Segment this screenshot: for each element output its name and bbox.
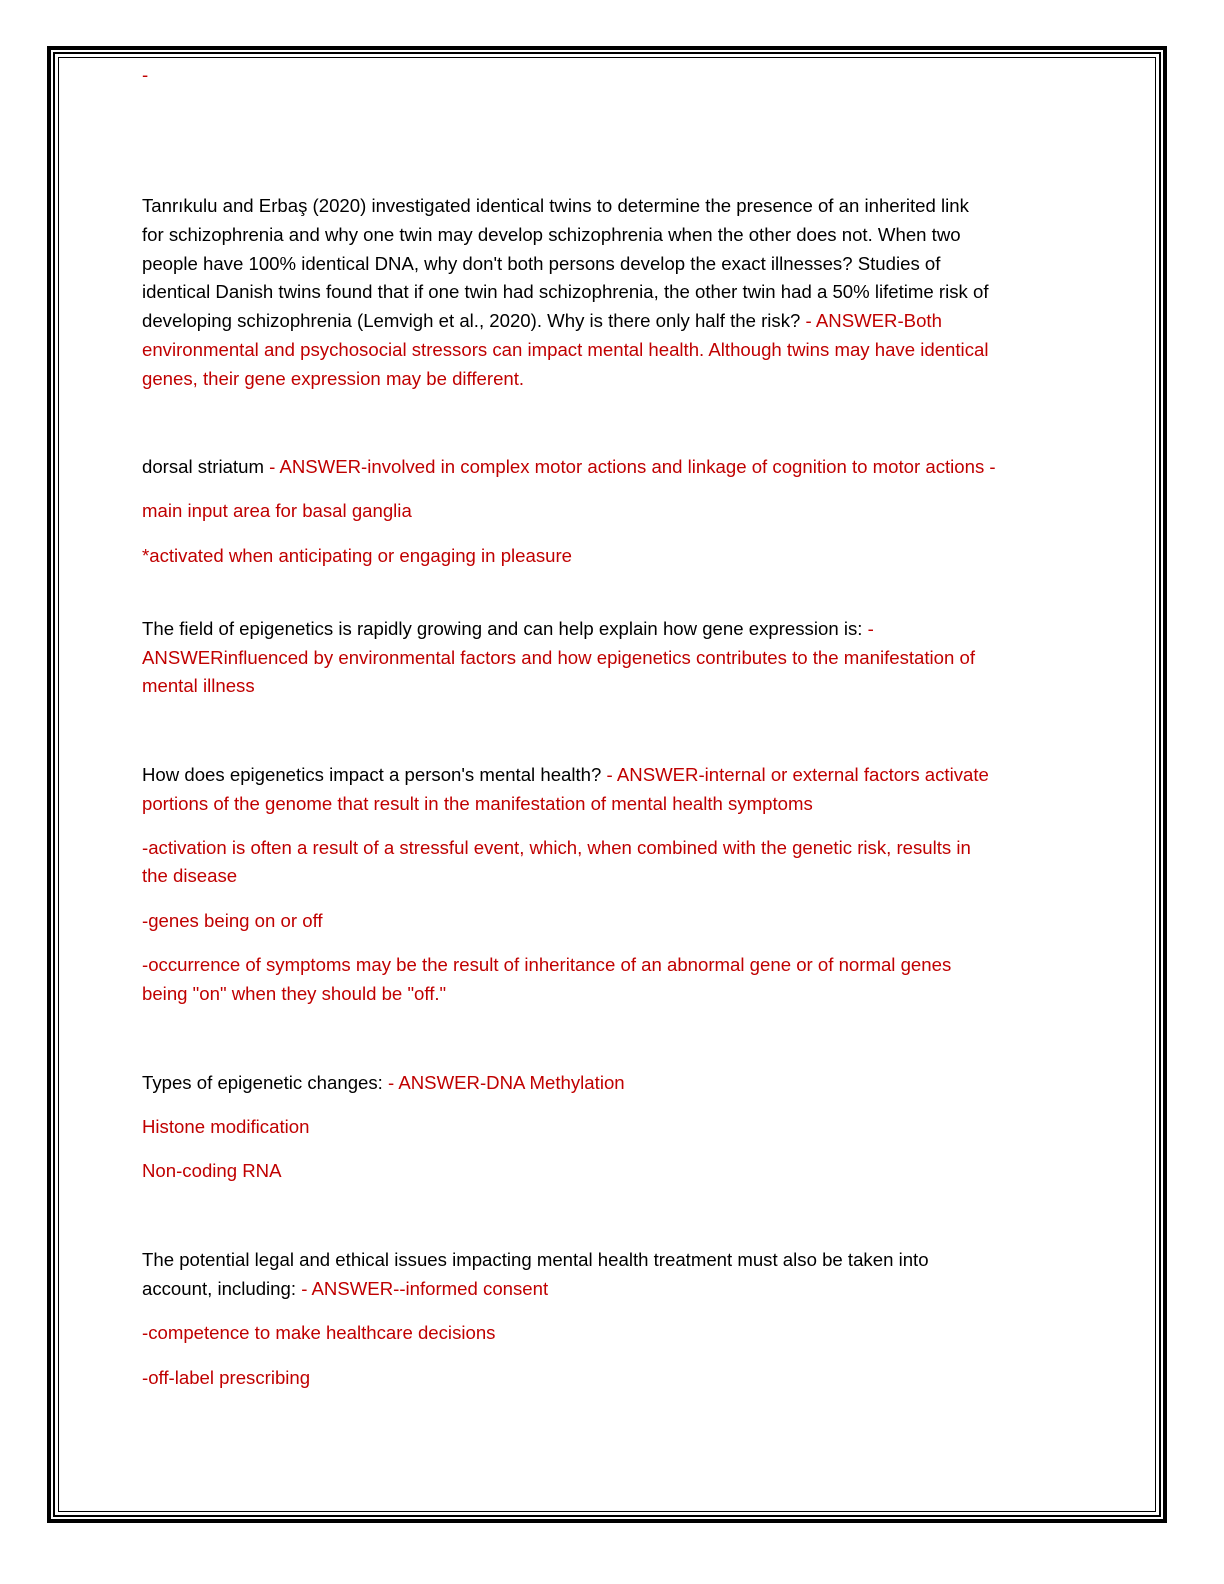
impact-answer-6: -occurrence of symptoms may be the result of inheritance of an abnormal gene or of normal genes <box>142 954 952 975</box>
impact-answer-2: portions of the genome that result in the manifestation of mental health symptoms <box>142 793 813 814</box>
field-answer-1: ANSWERinfluenced by environmental factors and how epigenetics contributes to the manifestation of <box>142 647 976 668</box>
legal-answer-1: - ANSWER--informed consent <box>301 1278 549 1299</box>
striatum-answer-3: *activated when anticipating or engaging in pleasure <box>142 545 573 566</box>
field-line-1 <box>142 614 874 643</box>
twins-line-2: for schizophrenia and why one twin may develop schizophrenia when the other does not. When two <box>142 224 961 245</box>
impact-question: How does epigenetics impact a person's mental health? <box>142 764 607 785</box>
impact-line-1 <box>142 760 989 789</box>
twins-line-3: people have 100% identical DNA, why don't both persons develop the exact illnesses? Studies of <box>142 253 941 274</box>
types-line-1 <box>142 1068 625 1097</box>
twins-answer-line-2: environmental and psychosocial stressors can impact mental health. Although twins may have identical <box>142 339 989 360</box>
legal-answer-2: -competence to make healthcare decisions <box>142 1322 496 1343</box>
twins-answer-line-3: genes, their gene expression may be different. <box>142 368 525 389</box>
twins-line-4: identical Danish twins found that if one twin had schizophrenia, the other twin had a 50% lifetime risk of <box>142 281 989 302</box>
striatum-answer-1: - ANSWER-involved in complex motor actions and linkage of cognition to motor actions - <box>269 456 996 477</box>
impact-answer-5: -genes being on or off <box>142 910 323 931</box>
twins-question-end: developing schizophrenia (Lemvigh et al., 2020). Why is there only half the risk? <box>142 310 806 331</box>
types-answer-1: - ANSWER-DNA Methylation <box>388 1072 625 1093</box>
impact-answer-1: - ANSWER-internal or external factors activate <box>606 764 989 785</box>
types-answer-3: Non-coding RNA <box>142 1160 282 1181</box>
legal-answer-3: -off-label prescribing <box>142 1367 311 1388</box>
legal-line-2 <box>142 1274 548 1303</box>
twins-line-1: Tanrıkulu and Erbaş (2020) investigated identical twins to determine the presence of an inherited link <box>142 195 969 216</box>
impact-answer-7: being "on" when they should be "off." <box>142 983 447 1004</box>
field-question: The field of epigenetics is rapidly growing and can help explain how gene expression is: <box>142 618 868 639</box>
striatum-line-1 <box>142 452 996 481</box>
field-answer-2: mental illness <box>142 675 255 696</box>
types-question: Types of epigenetic changes: <box>142 1072 389 1093</box>
types-answer-2: Histone modification <box>142 1116 310 1137</box>
impact-answer-3: -activation is often a result of a stressful event, which, when combined with the genetic risk, results in <box>142 837 971 858</box>
legal-question-2: account, including: <box>142 1278 302 1299</box>
twins-answer-start: - ANSWER-Both <box>805 310 942 331</box>
twins-line-5 <box>142 306 942 335</box>
legal-question-1: The potential legal and ethical issues impacting mental health treatment must also be taken into <box>142 1249 929 1270</box>
impact-answer-4: the disease <box>142 865 238 886</box>
striatum-question: dorsal striatum <box>142 456 270 477</box>
striatum-answer-2: main input area for basal ganglia <box>142 500 412 521</box>
field-answer-dash: - <box>867 618 874 639</box>
top-dash: - <box>142 64 149 85</box>
